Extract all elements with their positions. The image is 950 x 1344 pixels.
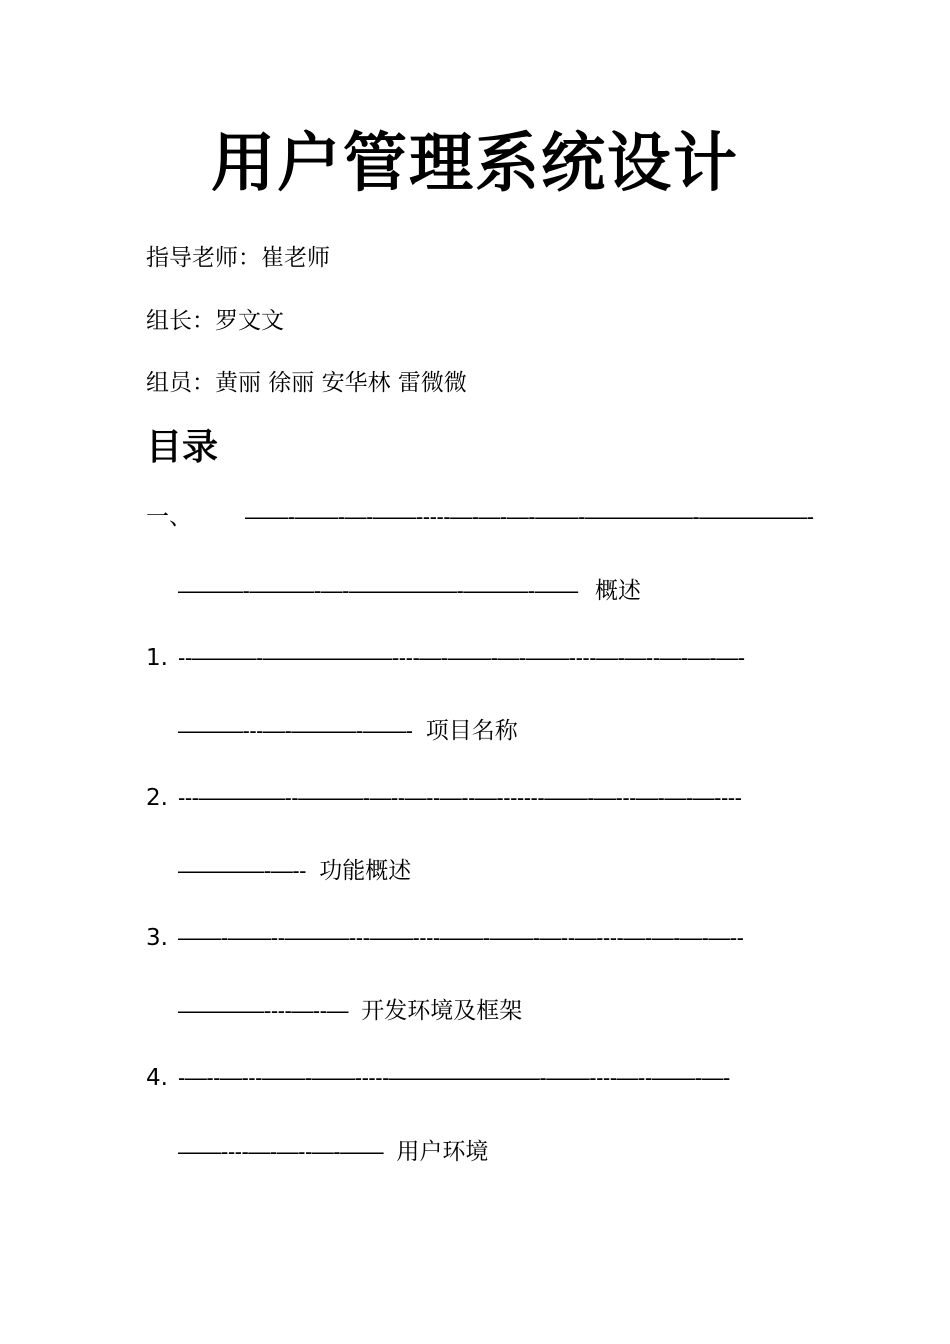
toc-entry-number: 1.	[146, 645, 168, 671]
toc-entry-title[interactable]: 概述	[594, 578, 641, 604]
toc-entry-line[interactable]	[178, 1137, 778, 1167]
toc-leader-dashes: ————----—--—	[178, 998, 348, 1023]
toc-leader-dashes: ———---—-———-——-	[178, 718, 413, 743]
toc-heading: 目录	[146, 427, 219, 468]
toc-leader-dashes: --———-——————----—-——-—-——----—-—--—-—-—-	[178, 645, 745, 670]
toc-leader-dashes: ——-——-—-——-----—-—-—-——-—————-—————-	[245, 504, 814, 529]
toc-entry-line[interactable]	[178, 576, 778, 606]
toc-entry-line[interactable]	[178, 856, 778, 886]
toc-leader-line	[178, 783, 938, 813]
toc-entry-title[interactable]: 功能概述	[319, 858, 412, 884]
toc-leader-line	[245, 502, 950, 532]
toc-entry-title[interactable]: 用户环境	[396, 1139, 489, 1165]
toc-entry-number: 3.	[146, 925, 168, 951]
toc-entry-title[interactable]: 开发环境及框架	[361, 998, 523, 1024]
toc-entry-line[interactable]	[178, 716, 778, 746]
toc-leader-dashes: ---————--———-—--—--—--—-------——-—---—-—-—----	[178, 785, 742, 810]
toc-entry-number: 一、	[146, 504, 192, 530]
toc-entry-title[interactable]: 项目名称	[425, 718, 518, 744]
toc-leader-dashes: ——----—-—--—-——	[178, 1139, 384, 1164]
team-leader-line: 组长：罗文文	[146, 308, 284, 334]
toc-leader-dashes: ———-———-—-—————-———-——	[178, 578, 578, 603]
toc-leader-dashes: ——-——--———---——----——-——-—--—----—-—-—-—--	[178, 925, 744, 950]
toc-entry-number: 2.	[146, 785, 168, 811]
toc-leader-dashes: -—--—---——-——-----———————-——----—--——-—-	[178, 1065, 730, 1090]
toc-leader-line	[178, 1063, 938, 1093]
advisor-line: 指导老师：崔老师	[146, 245, 330, 271]
toc-entry-number: 4.	[146, 1065, 168, 1091]
toc-leader-line	[178, 923, 938, 953]
team-members-line: 组员：黄丽 徐丽 安华林 雷微微	[146, 370, 467, 396]
document-title: 用户管理系统设计	[211, 127, 739, 201]
toc-leader-dashes: ————-—--	[178, 858, 306, 883]
toc-entry-line[interactable]	[178, 996, 778, 1026]
toc-leader-line	[178, 643, 938, 673]
